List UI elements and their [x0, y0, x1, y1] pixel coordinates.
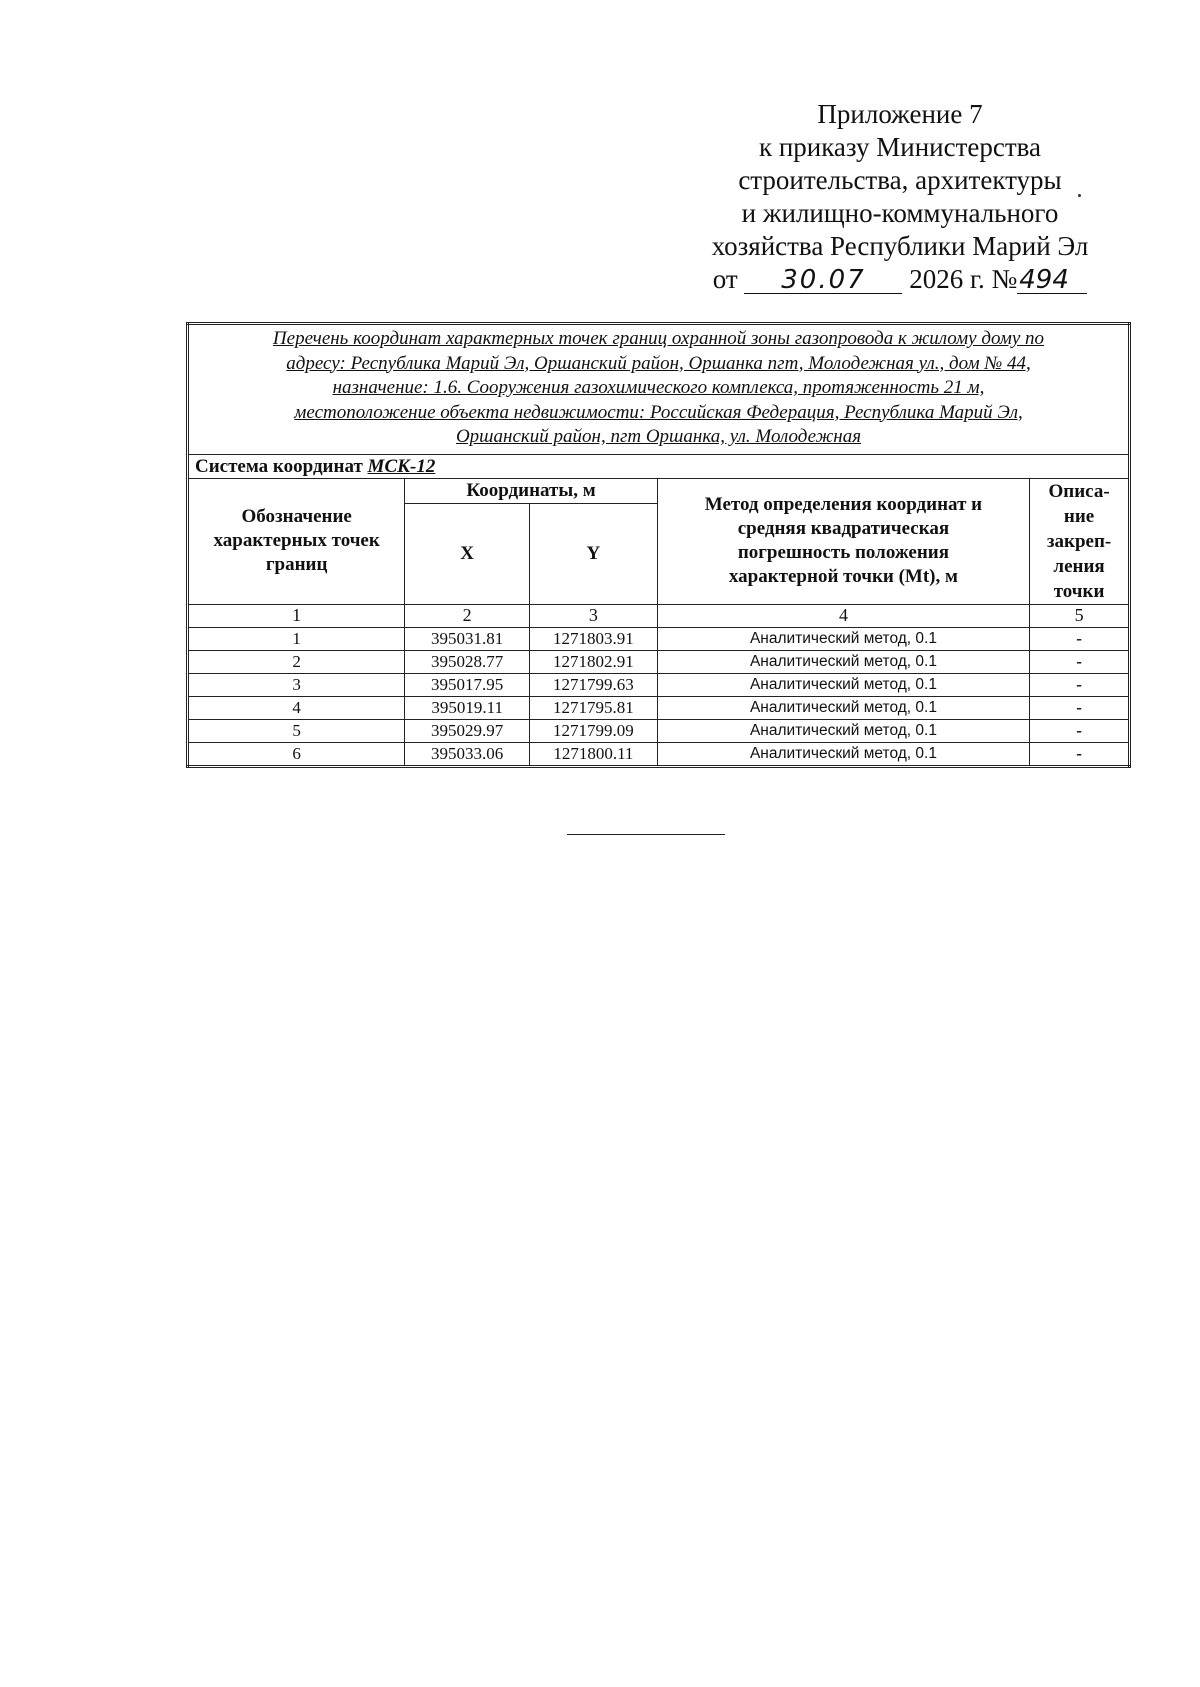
cell-method: Аналитический метод, 0.1	[657, 719, 1029, 742]
col-header-x: X	[405, 503, 530, 604]
cell-description: -	[1030, 696, 1130, 719]
cell-method: Аналитический метод, 0.1	[657, 627, 1029, 650]
col-number: 3	[530, 604, 658, 627]
cell-y: 1271800.11	[530, 742, 658, 766]
table-title-line: назначение: 1.6. Сооружения газохимического комплекса, протяженность 21 м,	[332, 377, 985, 398]
table-row	[188, 696, 1130, 719]
cell-method: Аналитический метод, 0.1	[657, 673, 1029, 696]
table-title	[188, 324, 1130, 455]
cell-point: 4	[188, 696, 405, 719]
coordinate-system-value: МСК-12	[367, 455, 436, 477]
table-row	[188, 673, 1130, 696]
order-date-field: 30.07	[744, 267, 902, 294]
coordinate-system-row	[188, 454, 1130, 478]
coordinate-system-cell	[188, 454, 1130, 478]
cell-y: 1271799.63	[530, 673, 658, 696]
col-header-desc-line: Описа-	[1048, 480, 1110, 502]
col-header-method-line: средняя квадратическая	[737, 518, 950, 539]
order-date-line	[690, 263, 1110, 296]
col-header-desc-line: ние	[1063, 505, 1095, 527]
order-number-field: 494	[1017, 267, 1087, 294]
coordinate-system-label: Система координат	[195, 455, 363, 477]
table-row	[188, 627, 1130, 650]
coordinates-table	[186, 322, 1131, 768]
cell-point: 3	[188, 673, 405, 696]
header-line-appendix: Приложение 7	[817, 99, 983, 129]
table-row	[188, 650, 1130, 673]
col-header-point-line: границ	[265, 554, 328, 575]
cell-x: 395019.11	[405, 696, 530, 719]
cell-description: -	[1030, 650, 1130, 673]
cell-x: 395033.06	[405, 742, 530, 766]
column-number-row	[188, 604, 1130, 627]
col-header-coords: Координаты, м	[405, 478, 657, 503]
col-header-point	[188, 478, 405, 604]
header-line-housing: и жилищно-коммунального	[741, 198, 1059, 228]
cell-x: 395017.95	[405, 673, 530, 696]
col-number: 4	[657, 604, 1029, 627]
cell-method: Аналитический метод, 0.1	[657, 650, 1029, 673]
cell-point: 1	[188, 627, 405, 650]
col-header-method-line: Метод определения координат и	[704, 494, 983, 515]
col-header-y: Y	[530, 503, 658, 604]
column-header-row	[188, 478, 1130, 503]
cell-description: -	[1030, 627, 1130, 650]
cell-y: 1271803.91	[530, 627, 658, 650]
col-header-point-line: Обозначение	[241, 506, 352, 527]
cell-method: Аналитический метод, 0.1	[657, 742, 1029, 766]
cell-description: -	[1030, 719, 1130, 742]
table-title-row	[188, 324, 1130, 455]
cell-description: -	[1030, 742, 1130, 766]
cell-y: 1271802.91	[530, 650, 658, 673]
col-header-method-line: характерной точки (Mt), м	[728, 566, 958, 587]
end-separator-line	[567, 834, 725, 835]
cell-point: 6	[188, 742, 405, 766]
cell-y: 1271795.81	[530, 696, 658, 719]
cell-x: 395031.81	[405, 627, 530, 650]
table-title-line: Оршанский район, пгт Оршанка, ул. Молодежная	[455, 426, 862, 447]
header-line-republic: хозяйства Республики Марий Эл	[711, 231, 1089, 261]
col-header-point-line: характерных точек	[213, 530, 380, 551]
cell-method: Аналитический метод, 0.1	[657, 696, 1029, 719]
cell-y: 1271799.09	[530, 719, 658, 742]
table-title-line: Перечень координат характерных точек границ охранной зоны газопровода к жилому дому по	[272, 328, 1045, 349]
col-header-description	[1030, 478, 1130, 604]
scan-speck	[1078, 194, 1081, 197]
order-year-text: 2026 г. №	[909, 264, 1018, 294]
cell-point: 5	[188, 719, 405, 742]
col-header-desc-line: точки	[1053, 580, 1105, 602]
col-header-method-line: погрешность положения	[737, 542, 950, 563]
col-header-desc-line: закреп-	[1046, 530, 1112, 552]
cell-x: 395028.77	[405, 650, 530, 673]
table-row	[188, 719, 1130, 742]
header-line-order: к приказу Министерства	[758, 132, 1042, 162]
table-title-line: местоположение объекта недвижимости: Российская Федерация, Республика Марий Эл,	[294, 401, 1023, 423]
col-number: 2	[405, 604, 530, 627]
col-number: 5	[1030, 604, 1130, 627]
col-header-method	[657, 478, 1029, 604]
appendix-header	[690, 98, 1110, 296]
col-header-desc-line: ления	[1053, 555, 1105, 577]
header-line-ministry: строительства, архитектуры	[738, 165, 1062, 195]
cell-description: -	[1030, 673, 1130, 696]
col-number: 1	[188, 604, 405, 627]
cell-x: 395029.97	[405, 719, 530, 742]
cell-point: 2	[188, 650, 405, 673]
table-row	[188, 742, 1130, 766]
date-prefix: от	[712, 264, 738, 294]
table-title-line: адресу: Республика Марий Эл, Оршанский район, Оршанка пгт, Молодежная ул., дом № 44,	[286, 352, 1031, 374]
